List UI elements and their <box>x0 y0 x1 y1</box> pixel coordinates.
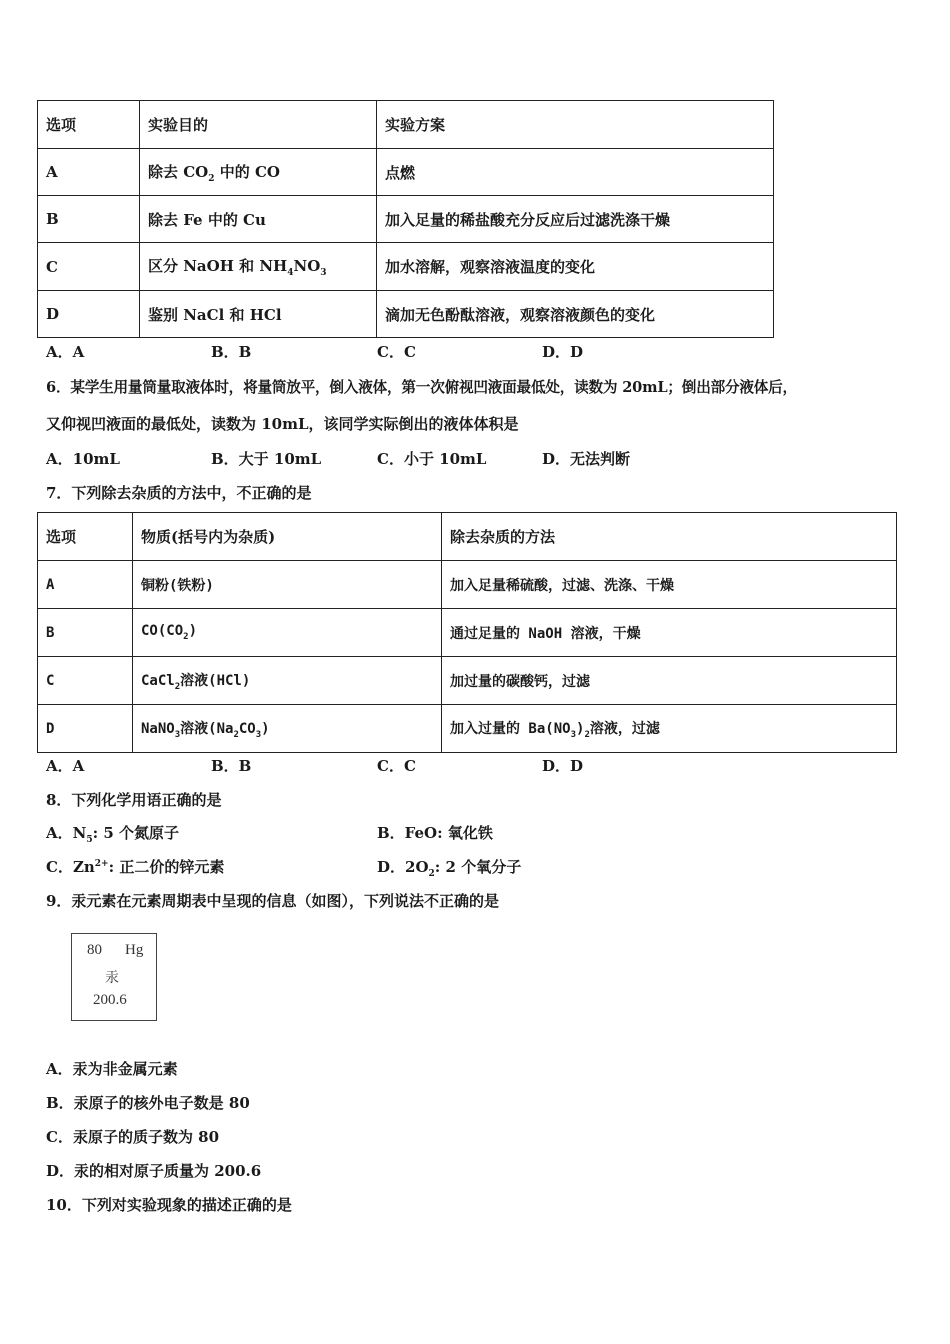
question-6-line-2: 又仰视凹液面的最低处，读数为 10mL，该同学实际倒出的液体体积是 <box>46 415 519 433</box>
question-9-stem: 9．汞元素在元素周期表中呈现的信息（如图），下列说法不正确的是 <box>46 892 499 910</box>
q6-option-d[interactable]: D．无法判断 <box>542 450 631 468</box>
q6-option-a[interactable]: A．10mL <box>46 450 120 468</box>
table-header-row <box>38 513 897 561</box>
q7-option-a[interactable]: A．A <box>46 757 85 775</box>
q8-option-d[interactable]: D．$2O_2$: 2 个氧分子 <box>377 858 522 879</box>
header-cell: 实验方案 <box>377 101 774 149</box>
impurity-table <box>37 512 897 753</box>
plan-cell: 加入足量的稀盐酸充分反应后过滤洗涤干燥 <box>377 196 774 243</box>
goal-cell: 除去 Fe 中的 Cu <box>140 196 377 243</box>
answer-option-d[interactable]: D．D <box>542 343 584 361</box>
option-cell: A <box>38 149 140 196</box>
method-cell: 通过足量的 NaOH 溶液，干燥 <box>442 609 897 657</box>
method-cell: 加入足量稀硫酸，过滤、洗涤、干燥 <box>442 561 897 609</box>
q9-option-c[interactable]: C．汞原子的质子数为 80 <box>46 1128 220 1146</box>
table-row <box>38 243 774 291</box>
substance-cell: $CO(CO_2)$ <box>133 609 442 657</box>
table-row <box>38 291 774 338</box>
q9-option-d[interactable]: D．汞的相对原子质量为 200.6 <box>46 1162 262 1180</box>
q7-option-c[interactable]: C．C <box>377 757 416 775</box>
answer-option-a[interactable]: A．A <box>46 343 85 361</box>
plan-cell: 点燃 <box>377 149 774 196</box>
option-cell: D <box>38 705 133 753</box>
substance-cell: NaNO$_3$溶液$(Na_2CO_3)$ <box>133 705 442 753</box>
q6-option-c[interactable]: C．小于 10mL <box>377 450 487 468</box>
q8-option-b[interactable]: B．FeO: 氧化铁 <box>377 824 493 842</box>
goal-cell: 区分 NaOH 和 $NH_4NO_3$ <box>140 243 377 291</box>
goal-cell: 鉴别 NaCl 和 HCl <box>140 291 377 338</box>
q6-option-b[interactable]: B．大于 10mL <box>211 450 322 468</box>
table-row <box>38 149 774 196</box>
question-6-line-1: 6．某学生用量筒量取液体时，将量筒放平，倒入液体，第一次俯视凹液面最低处，读数为 20mL；倒出部分液体后， <box>46 379 797 396</box>
header-cell: 选项 <box>38 101 140 149</box>
q7-option-b[interactable]: B．B <box>211 757 252 775</box>
q9-option-b[interactable]: B．汞原子的核外电子数是 80 <box>46 1094 250 1112</box>
table-row <box>38 609 897 657</box>
option-cell: B <box>38 609 133 657</box>
table-row <box>38 196 774 243</box>
atomic-mass: 200.6 <box>93 992 127 1008</box>
q8-option-c[interactable]: C．$Zn^{2+}$: 正二价的锌元素 <box>46 858 225 876</box>
method-cell: 加入过量的 $Ba(NO_3)_2$溶液，过滤 <box>442 705 897 753</box>
q8-option-a[interactable]: A．$N_5$: 5 个氮原子 <box>46 824 180 845</box>
option-cell: A <box>38 561 133 609</box>
q7-option-d[interactable]: D．D <box>542 757 584 775</box>
element-name: 汞 <box>105 970 119 986</box>
header-cell: 物质(括号内为杂质) <box>133 513 442 561</box>
header-cell: 除去杂质的方法 <box>442 513 897 561</box>
table-row <box>38 657 897 705</box>
answer-option-c[interactable]: C．C <box>377 343 416 361</box>
question-7-stem: 7．下列除去杂质的方法中，不正确的是 <box>46 484 312 502</box>
option-cell: C <box>38 657 133 705</box>
table-row <box>38 561 897 609</box>
question-8-stem: 8．下列化学用语正确的是 <box>46 791 222 809</box>
substance-cell: CaCl$_2$溶液(HCl) <box>133 657 442 705</box>
option-cell: B <box>38 196 140 243</box>
goal-cell: 除去 $CO_2$ 中的 CO <box>140 149 377 196</box>
experiment-table <box>37 100 774 338</box>
option-cell: C <box>38 243 140 291</box>
header-cell: 实验目的 <box>140 101 377 149</box>
substance-cell: 铜粉(铁粉) <box>133 561 442 609</box>
table-header-row <box>38 101 774 149</box>
table-row <box>38 705 897 753</box>
header-cell: 选项 <box>38 513 133 561</box>
question-10-stem: 10．下列对实验现象的描述正确的是 <box>46 1196 292 1214</box>
atomic-number: 80 <box>87 942 102 958</box>
answer-option-b[interactable]: B．B <box>211 343 252 361</box>
plan-cell: 滴加无色酚酞溶液，观察溶液颜色的变化 <box>377 291 774 338</box>
periodic-element-card <box>71 933 157 1021</box>
method-cell: 加过量的碳酸钙，过滤 <box>442 657 897 705</box>
plan-cell: 加水溶解，观察溶液温度的变化 <box>377 243 774 291</box>
element-symbol: Hg <box>125 942 144 958</box>
q9-option-a[interactable]: A．汞为非金属元素 <box>46 1060 178 1078</box>
option-cell: D <box>38 291 140 338</box>
